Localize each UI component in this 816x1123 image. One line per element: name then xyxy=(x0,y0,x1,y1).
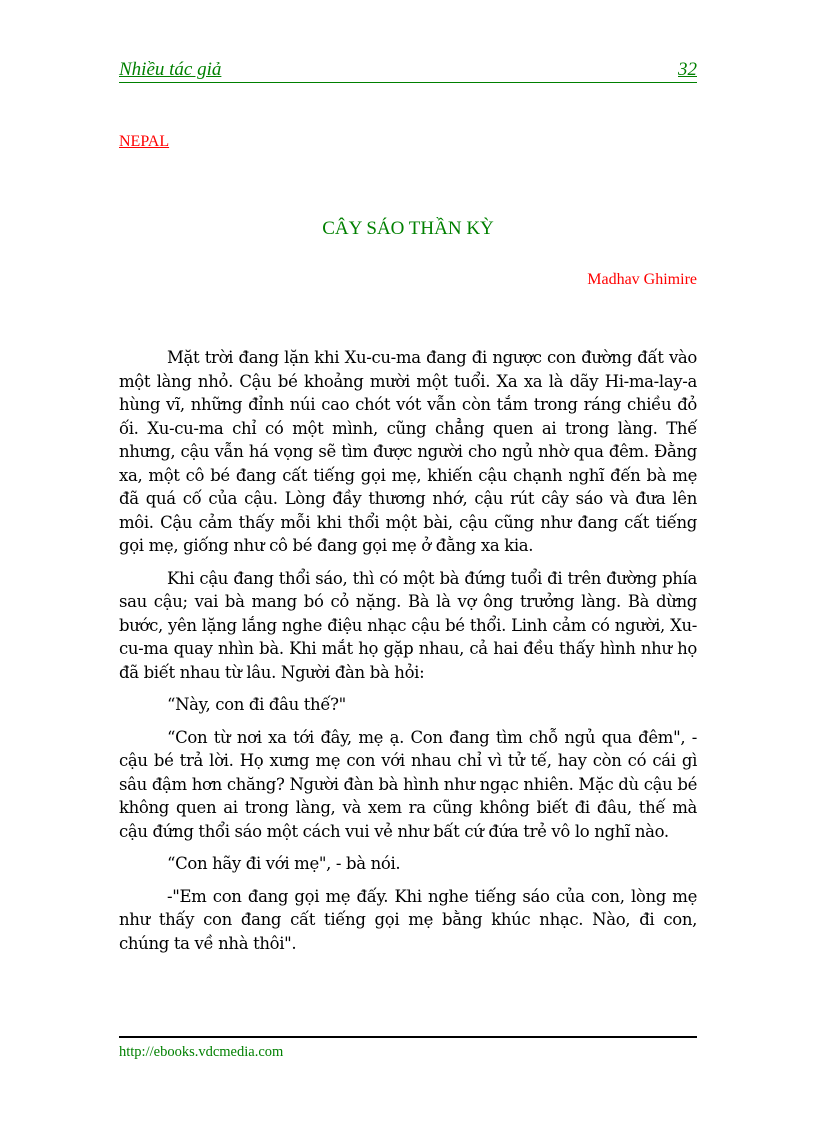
story-body xyxy=(119,346,697,964)
footer-divider xyxy=(119,1036,697,1038)
paragraph-4: “Con từ nơi xa tới đây, mẹ ạ. Con đang tìm chỗ ngủ qua đêm", - cậu bé trả lời. Họ xưng mẹ con với nhau chỉ vì tử tế, hay còn có cái gì sâu đậm hơn chăng? Người đàn bà hình như ngạc nhiên. Mặc dù cậu bé không quen ai trong làng, và xem ra cũng không biết đi đâu, thế mà cậu đứng thổi sáo một cách vui vẻ như bất cứ đứa trẻ vô lo nghĩ nào. xyxy=(119,727,697,841)
header-author: Nhiều tác giả xyxy=(119,59,222,80)
page-header xyxy=(119,58,697,83)
header-page-number: 32 xyxy=(678,59,697,80)
story-title: CÂY SÁO THẦN KỲ xyxy=(322,218,494,239)
paragraph-2: Khi cậu đang thổi sáo, thì có một bà đứng tuổi đi trên đường phía sau cậu; vai bà mang bó cỏ nặng. Bà là vợ ông trưởng làng. Bà dừng bước, yên lặng lắng nghe điệu nhạc cậu bé thổi. Linh cảm có người, Xu-cu-ma quay nhìn bà. Khi mắt họ gặp nhau, cả hai đều thấy hình như họ đã biết nhau từ lâu. Người đàn bà hỏi: xyxy=(119,568,697,682)
paragraph-3: “Này, con đi đâu thế?" xyxy=(167,695,346,714)
story-author: Madhav Ghimire xyxy=(587,271,697,288)
paragraph-1: Mặt trời đang lặn khi Xu-cu-ma đang đi ngược con đường đất vào một làng nhỏ. Cậu bé khoảng mười một tuổi. Xa xa là dãy Hi-ma-lay-a hùng vĩ, những đỉnh núi cao chót vót vẫn còn tắm trong ráng chiều đỏ ối. Xu-cu-ma chỉ có một mình, cũng chẳng quen ai trong làng. Thế nhưng, cậu vẫn há vọng sẽ tìm được người cho ngủ nhờ qua đêm. Đằng xa, một cô bé đang cất tiếng gọi mẹ, khiến cậu chạnh nghĩ đến bà mẹ đã quá cố của cậu. Lòng đầy thương nhớ, cậu rút cây sáo và đưa lên môi. Cậu cảm thấy mỗi khi thổi một bài, cậu cũng như đang cất tiếng gọi mẹ, giống như cô bé đang gọi mẹ ở đằng xa kia. xyxy=(119,348,697,555)
paragraph-5: “Con hãy đi với mẹ", - bà nói. xyxy=(167,854,401,873)
paragraph-6: -"Em con đang gọi mẹ đấy. Khi nghe tiếng sáo của con, lòng mẹ như thấy con đang cất tiếng gọi mẹ bằng khúc nhạc. Nào, đi con, chúng ta về nhà thôi". xyxy=(119,886,697,953)
footer-url-link[interactable]: http://ebooks.vdcmedia.com xyxy=(119,1044,284,1060)
section-country-link[interactable]: NEPAL xyxy=(119,133,170,150)
